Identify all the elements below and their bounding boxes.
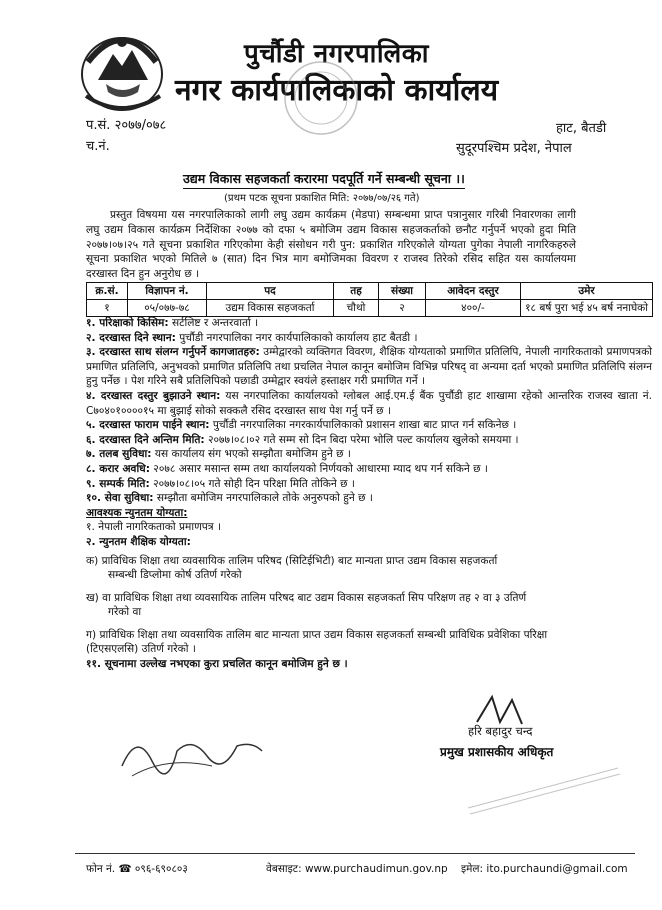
item-text: उम्मेद्वारको व्यक्तिगत विवरण, शैक्षिक योग्यताको प्रमाणित प्रतिलिपि, नेपाली नागरिकताको प्रमाणपत्रको प्रमाणित प्रतिलिपि, अनुभवको प्रमाणित प्रतिलिपि तथा प्रचलित नेपाल कानून बमोजिम विभिन्न परिषद् वा अन्यमा दर्ता भएको प्रमाणित प्रतिलिपि संलग्न हुनु पर्नेछ । पेश गरिने सबै प्रतिलिपिको पछाडी उम्मेद्वार स्वयंले हस्ताक्षर गरी प्रमाणित गर्ने ।	[86, 346, 652, 388]
col-header-age: उमेर	[521, 283, 653, 300]
municipality-name: पुर्चौडी नगरपालिका	[244, 39, 429, 69]
table-header-row	[87, 283, 653, 300]
col-header-adv-no: विज्ञापन नं.	[128, 283, 207, 300]
list-item	[86, 491, 652, 506]
qualification-education: २. न्युनतम शैक्षिक योग्यता:	[86, 535, 191, 548]
qualification-ka-1: क) प्राविधिक शिक्षा तथा व्यवसायिक तालिम परिषद (सिटिईभिटी) बाट मान्यता प्राप्त उद्यम विकास सहजकर्ता	[86, 554, 498, 567]
col-header-count: संख्या	[379, 283, 426, 300]
cell-count: २	[379, 300, 426, 317]
list-item	[86, 433, 652, 448]
qualification-citizenship: १. नेपाली नागरिकताको प्रमाणपत्र ।	[86, 521, 222, 534]
item-label: ६. दरखास्त दिने अन्तिम मिति:	[86, 433, 205, 446]
item-label: ९. सम्पर्क मिति:	[86, 477, 150, 490]
dispatch-number: च.नं.	[86, 139, 110, 154]
left-signature	[117, 721, 267, 781]
item-text: सम्झौता बमोजिम नगरपालिकाले तोके अनुरुपको हुने छ ।	[153, 492, 373, 505]
item-label: ५. दरखास्त फाराम पाईने स्थान:	[86, 419, 210, 432]
item-text: यस नगरपालिका कार्यालयको ग्लोबल आई.एम.ई बैंक पुर्चौडी हाट शाखामा रहेको आन्तरिक राजस्व खाता नं. C७०४०१००००१५ मा बुझाई सोको सक्कलै रसिद दरखास्त साथ पेश गर्नु पर्ने छ ।	[86, 389, 652, 417]
reference-number: प.सं. २०७७/०७८	[86, 118, 167, 133]
cell-post: उद्यम विकास सहजकर्ता	[207, 300, 334, 317]
vacancy-table	[86, 282, 653, 317]
qualification-kha-1: ख) वा प्राविधिक शिक्षा तथा व्यवसायिक तालिम परिषद बाट उद्यम विकास सहजकर्ता सिप परिक्षण तह २ वा ३ उतिर्ण	[86, 591, 527, 604]
item-label: १. परिक्षाको किसिम:	[86, 317, 169, 329]
cell-adv-no: ०५/०७७-७८	[128, 300, 207, 317]
officer-stamp	[458, 748, 628, 818]
qualification-kha-2: गरेको वा	[108, 606, 142, 619]
closing-note: ११. सूचनामा उल्लेख नभएका कुरा प्रचलित कानून बमोजिम हुने छ ।	[86, 658, 348, 671]
office-place: हाट, बैतडी	[556, 121, 607, 136]
item-label: ३. दरखास्त साथ संलग्न गर्नुपर्ने कागजातहरु:	[86, 346, 260, 359]
item-text: सर्टलिष्ट र अन्तरवार्ता ।	[168, 317, 259, 329]
col-header-fee: आवेदन दस्तुर	[426, 283, 521, 300]
notice-title: उद्यम विकास सहजकर्ता करारमा पदपूर्ति गर्ने सम्बन्धी सूचना ।।	[183, 170, 465, 189]
cell-level: चौथो	[334, 300, 379, 317]
office-seal-stamp	[263, 48, 371, 146]
qualification-heading: आवश्यक न्युनतम योग्यता:	[86, 506, 188, 519]
list-item	[86, 418, 652, 433]
item-text: २०७७।०८।०५ गते सोही दिन परिक्षा मिति तोकिने छ ।	[149, 477, 355, 490]
item-label: ८. करार अवधि:	[86, 462, 150, 475]
qualification-ga-2: (टिएसएलसि) उतिर्ण गरेको ।	[86, 643, 196, 656]
col-header-post: पद	[207, 283, 334, 300]
notice-paragraph-text: प्रस्तुत विषयमा यस नगरपालिकाको लागी लघु उद्यम कार्यक्रम (मेडपा) सम्बन्धमा प्राप्त पत्रानुसार गरिबी निवारणका लागी लघु उद्यम विकास कार्यक्रम निर्देशिका २०७७ को दफा ५ बमोजिम उद्यम विकास सहजकर्ताको छनौट गर्नुपर्ने भएको हुदा मिति २०७७।०७।२५ गते सूचना प्रकाशित गरिएकोमा केही संसोधन गरी पुन: प्रकाशित गरिएकोले योग्यता पुगेका नेपाली नागरिकहरुले सूचना प्रकाशित भएको मितिले ७ (सात) दिन भित्र माग बमोजिमका विवरण र राजस्व तिरेको रसिद सहित यस कार्यालयमा दरखास्त दिन हुन अनुरोध छ ।	[86, 209, 576, 281]
footer-divider	[75, 853, 635, 854]
item-text: यस कार्यालय संग भएको सम्झौता बमोजिम हुने छ ।	[151, 448, 351, 461]
list-item	[86, 389, 652, 418]
item-text: २०७७।०८।०२ गते सम्म सो दिन बिदा परेमा भोलि पल्ट कार्यालय खुलेको समयमा ।	[204, 433, 519, 446]
item-text: पुर्चौडी नगरपालिका नगरकार्यपालिकाको प्रशासन शाखा बाट प्राप्त गर्न सकिनेछ ।	[209, 419, 517, 432]
list-item	[86, 316, 652, 331]
item-label: १०. सेवा सुविधा:	[86, 492, 154, 505]
footer-email[interactable]: इमेल: ito.purchaundi@gmail.com	[461, 863, 628, 875]
table-row	[87, 300, 653, 317]
item-label: ७. तलब सुविधा:	[86, 448, 152, 461]
notice-paragraph	[86, 208, 576, 282]
cell-sn: १	[87, 300, 128, 317]
notice-subtitle: (प्रथम पटक सूचना प्रकाशित मिति: २०७७/०७/२६ गते)	[224, 193, 420, 204]
list-item	[86, 345, 652, 389]
col-header-sn: क्र.सं.	[87, 283, 128, 300]
signatory-name: हरि बहादुर चन्द	[468, 724, 533, 738]
cell-age: १८ बर्ष पुरा भई ४५ बर्ष ननाघेको	[521, 300, 653, 317]
item-label: २. दरखास्त दिने स्थान:	[86, 331, 176, 344]
list-item	[86, 477, 652, 492]
qualification-ka-2: सम्बन्धी डिप्लोमा कोर्ष उतिर्ण गरेको	[108, 569, 242, 582]
footer-phone: फोन नं. ☎ ०९६-६९०८०३	[86, 863, 188, 875]
footer-website[interactable]: वेबसाइट: www.purchaudimun.gov.np	[266, 863, 448, 875]
nepal-emblem-logo	[68, 22, 176, 120]
qualification-ga-1: ग) प्राविधिक शिक्षा तथा व्यवसायिक तालिम बाट मान्यता प्राप्त उद्यम विकास सहजकर्ता सम्बन्धी प्राविधिक प्रवेशिका परिक्षा	[86, 628, 548, 641]
office-province: सुदूरपश्चिम प्रदेश, नेपाल	[456, 141, 572, 156]
col-header-level: तह	[334, 283, 379, 300]
item-text: पुर्चौडी नगरपालिका नगर कार्यपालिकाको कार्यालय हाट बैतडी ।	[175, 331, 418, 344]
item-label: ४. दरखास्त दस्तुर बुझाउने स्थान:	[86, 389, 221, 402]
list-item	[86, 331, 652, 346]
office-name: नगर कार्यपालिकाको कार्यालय	[175, 73, 499, 108]
notice-items	[86, 316, 652, 672]
list-item	[86, 462, 652, 477]
item-text: २०७८ असार मसान्त सम्म तथा कार्यालयको निर्णयको आधारमा म्याद थप गर्न सकिने छ ।	[149, 462, 488, 475]
cell-fee: ४००/-	[426, 300, 521, 317]
signatory-title: प्रमुख प्रशासकीय अधिकृत	[440, 745, 554, 759]
list-item	[86, 447, 652, 462]
